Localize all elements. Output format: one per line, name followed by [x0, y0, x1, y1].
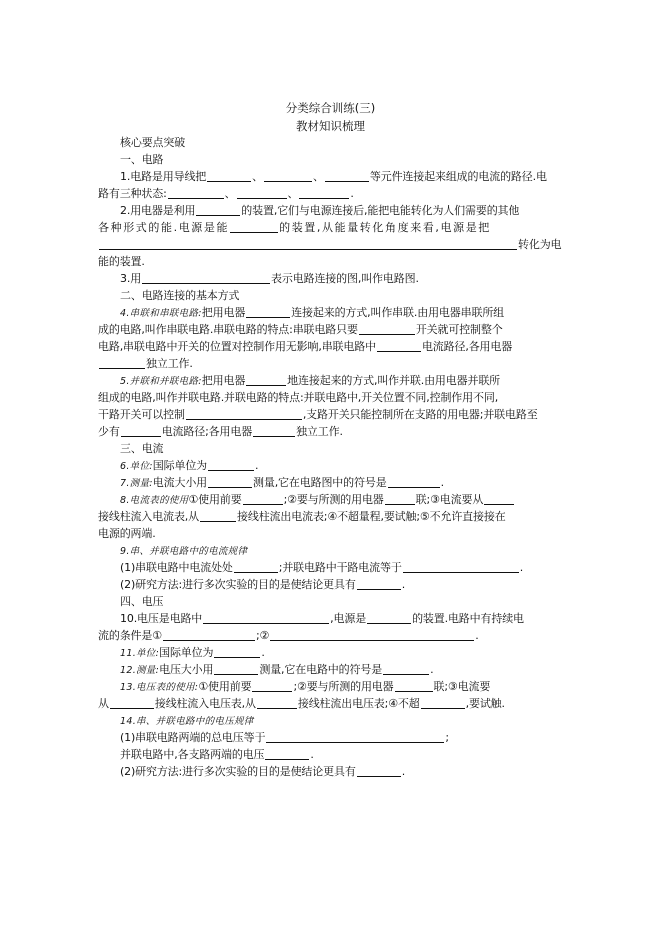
answer-blank[interactable]: [395, 680, 433, 692]
question-line: [120, 748, 590, 762]
text: ①使用前要: [198, 680, 252, 693]
text: 联;③电流要: [433, 680, 491, 693]
term-label: 4.串联和串联电路:: [120, 308, 202, 319]
text: 国际单位为: [159, 646, 214, 659]
answer-blank[interactable]: [299, 187, 349, 199]
text: 电流路径,各用电器: [421, 340, 513, 353]
question-line: [120, 765, 590, 779]
text: 接线柱流入电流表,从: [98, 510, 199, 523]
text: ;: [445, 731, 449, 744]
question-line: [120, 663, 590, 678]
answer-blank[interactable]: [266, 731, 444, 743]
text: 从: [98, 697, 109, 710]
answer-blank[interactable]: [208, 476, 252, 488]
question-line: 电源的两端.: [98, 527, 156, 540]
question-line: [98, 629, 568, 643]
question-line: [98, 221, 568, 235]
text: .: [261, 646, 265, 659]
text: 国际单位为: [152, 459, 208, 472]
question-line: [120, 731, 590, 745]
answer-blank[interactable]: [200, 510, 236, 522]
text: .: [440, 476, 444, 489]
answer-blank[interactable]: [265, 748, 309, 760]
answer-blank[interactable]: [264, 170, 312, 182]
question-line: [120, 561, 590, 575]
text: 10.电压是电路中: [120, 612, 203, 625]
answer-blank[interactable]: [230, 221, 278, 233]
text: 等元件连接起来组成的电流的路径.电: [369, 170, 547, 183]
question-line: [120, 493, 590, 508]
question-line: [120, 459, 590, 474]
text: ;②要与所测的用电器: [293, 680, 394, 693]
term-label: 7.测量:: [120, 478, 153, 489]
text: 少有: [98, 425, 120, 438]
section-heading: 二、电路连接的基本方式: [120, 289, 240, 302]
text: ;②要与所测的用电器: [283, 493, 384, 506]
text: 并联电路中,各支路两端的电压: [120, 748, 265, 761]
answer-blank[interactable]: [234, 561, 278, 573]
text: 接线柱流出电压表;④不超: [297, 697, 420, 710]
term-label: 9.串、并联电路中的电流规律: [120, 546, 248, 557]
question-line: [98, 510, 568, 524]
text: 把用电器: [201, 306, 246, 319]
answer-blank[interactable]: [214, 663, 258, 675]
answer-blank[interactable]: [208, 459, 254, 471]
term-label: 6.单位:: [120, 461, 153, 472]
text: .: [310, 748, 314, 761]
text: .: [255, 459, 259, 472]
answer-blank[interactable]: [186, 408, 302, 420]
text: 电流路径;各用电器: [161, 425, 253, 438]
answer-blank[interactable]: [388, 476, 440, 488]
answer-blank[interactable]: [246, 306, 290, 318]
answer-blank[interactable]: [237, 187, 287, 199]
term-label: 12.测量:: [120, 665, 160, 676]
text: 2.用电器是利用: [120, 204, 196, 217]
text: 电压大小用: [159, 663, 214, 676]
text: 、: [224, 187, 236, 200]
text: ①使用前要: [188, 493, 242, 506]
question-line: [98, 425, 568, 439]
text: 电路,串联电路中开关的位置对控制作用无影响,串联电路中: [98, 340, 376, 353]
term-label: 14.串、并联电路中的电压规律: [120, 716, 254, 727]
question-line: [98, 187, 568, 201]
answer-blank[interactable]: [325, 170, 369, 182]
text: 开关就可控制整个: [415, 323, 503, 336]
question-line: 组成的电路,叫作并联电路.并联电路的特点:并联电路中,开关位置不同,控制作用不同,: [98, 391, 499, 404]
text: 把用电器: [201, 374, 246, 387]
page-subtitle: 教材知识梳理: [296, 119, 365, 133]
text: 1.电路是用导线把: [120, 170, 207, 183]
text: (1)串联电路中电流处处: [120, 561, 233, 574]
text: 成的电路,叫作串联电路.串联电路的特点:串联电路只要: [98, 323, 358, 336]
text: 连接起来的方式,叫作串联.由用电器串联所组: [291, 306, 505, 319]
answer-blank[interactable]: [168, 187, 224, 199]
answer-blank[interactable]: [203, 612, 329, 624]
question-line: [98, 357, 568, 371]
question-line: [120, 612, 590, 626]
question-line: [98, 323, 568, 337]
text: ,支路开关只能控制所在支路的用电器;并联电路至: [302, 408, 538, 421]
answer-blank[interactable]: [484, 493, 514, 505]
text: 地连接起来的方式,叫作并联.由用电器并联所: [287, 374, 501, 387]
text: 、: [287, 187, 299, 200]
text: .: [350, 187, 354, 200]
answer-blank[interactable]: [163, 629, 255, 641]
text: 流的条件是①: [98, 629, 162, 642]
answer-blank[interactable]: [99, 238, 517, 250]
text: 转化为电: [518, 238, 562, 251]
answer-blank[interactable]: [367, 612, 411, 624]
text: .: [430, 663, 434, 676]
question-line: [120, 544, 590, 559]
section-heading: 四、电压: [120, 595, 164, 608]
answer-blank[interactable]: [359, 323, 415, 335]
answer-blank[interactable]: [403, 561, 519, 573]
question-line: [98, 697, 568, 711]
text: 表示电路连接的图,叫作电路图.: [271, 272, 419, 285]
answer-blank[interactable]: [121, 425, 161, 437]
question-line: [120, 476, 590, 491]
answer-blank[interactable]: [99, 357, 145, 369]
text: 联;③电流要从: [415, 493, 484, 506]
text: 的装置,它们与电源连接后,能把电能转化为人们需要的其他: [241, 204, 520, 217]
section-heading: 一、电路: [120, 153, 164, 166]
text: 接线柱流入电压表,从: [154, 697, 256, 710]
term-label: 5.并联和并联电路:: [120, 376, 202, 387]
text: 独立工作.: [146, 357, 193, 370]
question-line: [98, 408, 568, 422]
question-line: [98, 238, 568, 252]
text: .: [519, 561, 524, 574]
question-line: [120, 170, 590, 184]
text: .: [401, 765, 406, 778]
answer-blank[interactable]: [270, 629, 474, 641]
question-line: [120, 646, 590, 661]
question-line: [120, 204, 590, 218]
answer-blank[interactable]: [252, 680, 292, 692]
text: 测量,它在电路图中的符号是: [253, 476, 387, 489]
text: (2)研究方法:进行多次实验的目的是使结论更具有: [120, 578, 356, 591]
answer-blank[interactable]: [421, 697, 465, 709]
question-line: [120, 578, 590, 592]
text: .: [475, 629, 479, 642]
text: 电流大小用: [152, 476, 208, 489]
question-line: [120, 306, 590, 321]
question-line: [120, 272, 590, 286]
answer-blank[interactable]: [357, 765, 401, 777]
text: (1)串联电路两端的总电压等于: [120, 731, 266, 744]
text: 测量,它在电路中的符号是: [259, 663, 383, 676]
text: ,要试触.: [465, 697, 505, 710]
term-label: 13.电压表的使用:: [120, 682, 199, 693]
term-label: 8.电流表的使用: [120, 495, 189, 506]
text: 独立工作.: [296, 425, 343, 438]
text: 3.用: [120, 272, 142, 285]
text: 接线柱流出电流表;④不超量程,要试触;⑤不允许直接接在: [237, 510, 506, 523]
text: 路有三种状态:: [98, 187, 167, 200]
answer-blank[interactable]: [207, 170, 251, 182]
answer-blank[interactable]: [243, 493, 283, 505]
answer-blank[interactable]: [385, 493, 415, 505]
term-label: 11.单位:: [120, 648, 160, 659]
text: ,电源是: [330, 612, 367, 625]
answer-blank[interactable]: [253, 425, 295, 437]
text: 的装置.电路中有持续电: [412, 612, 524, 625]
answer-blank[interactable]: [377, 340, 421, 352]
text: 、: [252, 170, 264, 183]
section-heading: 核心要点突破: [120, 136, 186, 149]
question-line: [120, 714, 590, 729]
answer-blank[interactable]: [246, 374, 286, 386]
page-title: 分类综合训练(三): [285, 101, 376, 115]
text: ;②: [255, 629, 270, 642]
answer-blank[interactable]: [214, 646, 260, 658]
answer-blank[interactable]: [257, 697, 297, 709]
question-line: [98, 340, 568, 354]
text: 、: [313, 170, 324, 183]
answer-blank[interactable]: [357, 578, 401, 590]
text: (2)研究方法:进行多次实验的目的是使结论更具有: [120, 765, 356, 778]
question-line: 能的装置.: [98, 255, 145, 268]
text: 各种形式的能.电源是能: [98, 221, 230, 234]
text: .: [401, 578, 406, 591]
text: 的装置,从能量转化角度来看,电源是把: [279, 221, 491, 234]
section-heading: 三、电流: [120, 442, 164, 455]
text: ;并联电路中干路电流等于: [278, 561, 402, 574]
question-line: [120, 680, 590, 695]
answer-blank[interactable]: [383, 663, 429, 675]
question-line: [120, 374, 590, 389]
answer-blank[interactable]: [142, 272, 270, 284]
answer-blank[interactable]: [196, 204, 240, 216]
answer-blank[interactable]: [110, 697, 154, 709]
text: 干路开关可以控制: [98, 408, 185, 421]
